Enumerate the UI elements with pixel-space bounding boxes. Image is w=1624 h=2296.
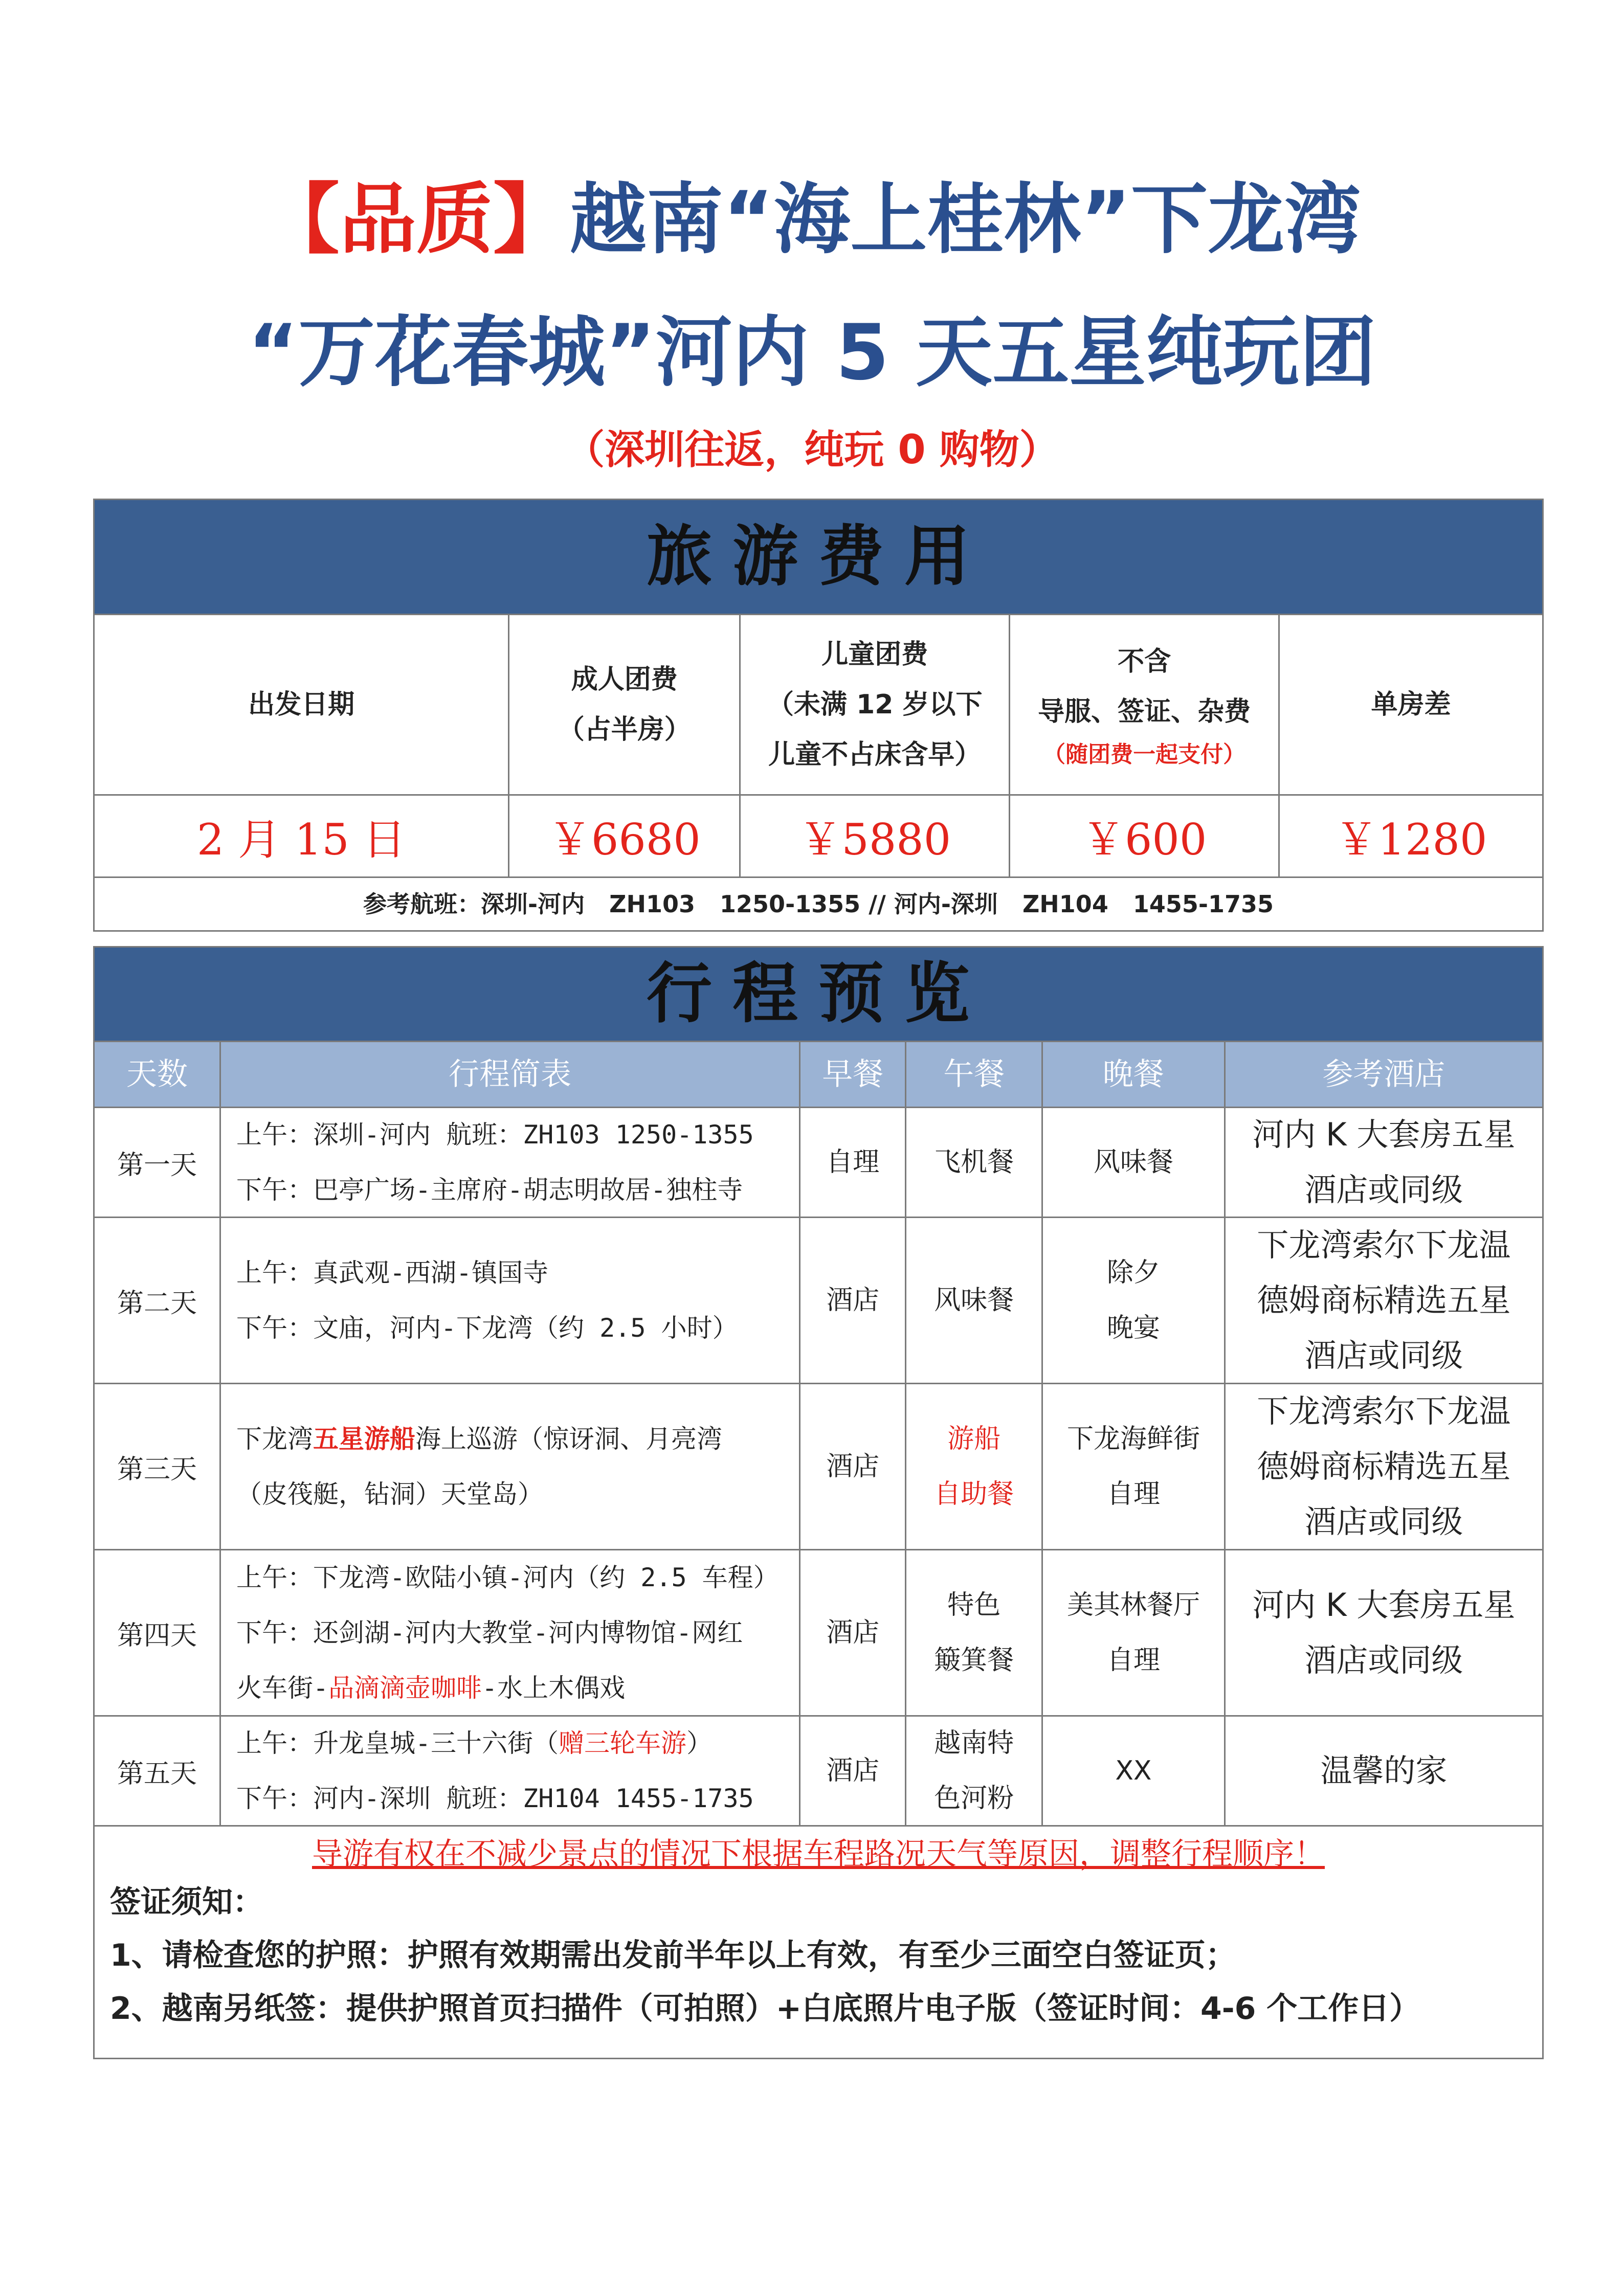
header-summary: 行程简表 [221, 1042, 800, 1107]
main-title-text: 越南“海上桂林”下龙湾 [569, 175, 1362, 264]
header-day: 天数 [95, 1042, 221, 1107]
itinerary-table [93, 946, 1544, 2059]
itinerary-header-row [95, 1042, 1542, 1108]
table-row: 第五天 上午：升龙皇城-三十六街（赠三轮车游） 下午：河内-深圳 航班：ZH104 1455-1735 酒店 越南特 色河粉 XX 温馨的家 [95, 1717, 1542, 1827]
table-row: 第四天 上午：下龙湾-欧陆小镇-河内（约 2.5 车程） 下午：还剑湖-河内大教堂-河内博物馆-网红 火车街-品滴滴壶咖啡-水上木偶戏 酒店 特色 簸箕餐 美其林餐厅 自理 河内 K 大套房五星 酒店或同级 [95, 1550, 1542, 1717]
col-child: 儿童团费 （未满 12 岁以下 儿童不占床含早） [741, 615, 1010, 794]
value-adult: ￥6680 [509, 796, 741, 876]
quality-tag: 【品质】 [262, 175, 570, 264]
flight-info: 参考航班：深圳-河内 ZH103 1250-1355 // 河内-深圳 ZH104 1455-1735 [363, 890, 1274, 918]
header-dinner: 晚餐 [1043, 1042, 1226, 1107]
cost-header-row [95, 615, 1542, 796]
cost-value-row [95, 796, 1542, 878]
header-breakfast: 早餐 [800, 1042, 906, 1107]
col-date: 出发日期 [95, 615, 509, 794]
value-single-room: ￥1280 [1334, 814, 1487, 865]
cost-table [93, 499, 1544, 932]
header-hotel: 参考酒店 [1322, 1056, 1445, 1092]
itinerary-heading: 行程预览 [95, 948, 1542, 1042]
visa-notes [95, 1827, 1542, 2058]
col-single-room: 单房差 [1371, 689, 1451, 720]
table-row: 第二天 上午：真武观-西湖-镇国寺 下午：文庙，河内-下龙湾（约 2.5 小时） 酒店 风味餐 除夕 晚宴 下龙湾索尔下龙温 德姆商标精选五星 酒店或同级 [95, 1218, 1542, 1384]
table-row: 第三天 下龙湾五星游船海上巡游（惊讶洞、月亮湾 （皮筏艇，钻洞）天堂岛） 酒店 游船 自助餐 下龙海鲜街 自理 下龙湾索尔下龙温 德姆商标精选五星 酒店或同级 [95, 1384, 1542, 1550]
main-title-line2: “万花春城”河内 5 天五星纯玩团 [248, 308, 1376, 397]
visa-title: 签证须知： [110, 1884, 263, 1920]
value-excluded: ￥600 [1010, 796, 1280, 876]
visa-note-1: 1、请检查您的护照：护照有效期需出发前半年以上有效，有至少三面空白签证页； [110, 1938, 1236, 1973]
visa-note-2: 2、越南另纸签：提供护照首页扫描件（可拍照）+白底照片电子版（签证时间：4-6 个工作日） [110, 1991, 1420, 2027]
header-lunch: 午餐 [906, 1042, 1043, 1107]
col-excluded: 不含 导服、签证、杂费 （随团费一起支付） [1010, 615, 1280, 794]
main-title-line1 [0, 169, 1624, 271]
subtitle: （深圳往返，纯玩 0 购物） [565, 427, 1059, 473]
value-child: ￥5880 [741, 796, 1010, 876]
cost-heading: 旅游费用 [95, 500, 1542, 615]
table-row: 第一天 上午：深圳-河内 航班：ZH103 1250-1355 下午：巴亭广场-主席府-胡志明故居-独柱寺 自理 飞机餐 风味餐 河内 K 大套房五星 酒店或同级 [95, 1108, 1542, 1218]
value-date: 2 月 15 日 [95, 796, 509, 876]
itinerary-warning: 导游有权在不减少景点的情况下根据车程路况天气等原因，调整行程顺序！ [312, 1836, 1325, 1872]
col-adult: 成人团费 （占半房） [509, 615, 741, 794]
